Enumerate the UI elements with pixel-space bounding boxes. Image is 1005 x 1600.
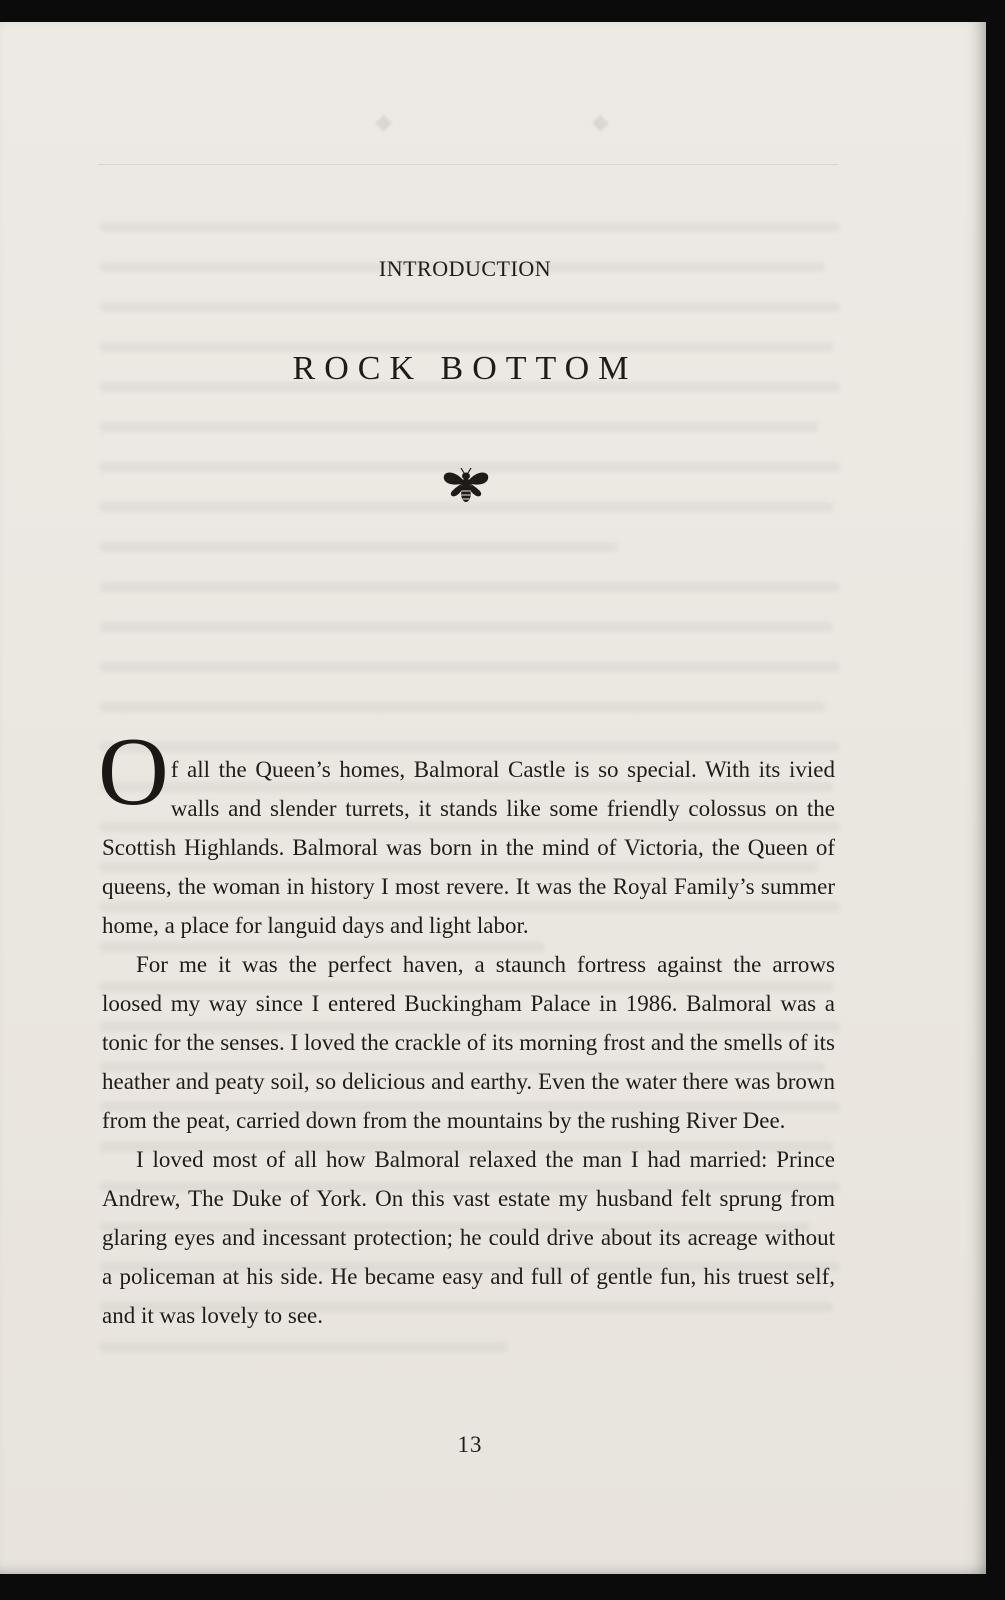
page-number: 13 xyxy=(457,1432,483,1457)
book-page xyxy=(0,22,986,1574)
show-through-header: ◆ ◆ xyxy=(375,110,611,135)
show-through-rule xyxy=(98,164,838,165)
paragraph-3: I loved most of all how Balmoral relaxed the man I had married: Prince Andrew, The Duke of York. On this vast estate my husband felt sprung from glaring eyes and incessant protection; he could drive about its acreage without a policeman at his side. He became easy and full of gentle fun, his truest self, and it was lovely to see. xyxy=(102,1147,835,1328)
paragraph-1 xyxy=(98,718,835,945)
paragraph-1-text: f all the Queen’s homes, Balmoral Castle is so special. With its ivied walls and slender turrets, it stands like some friendly colossus on the Scottish Highlands. Balmoral was born in the mind of Victoria, the Queen of queens, the woman in history I most revere. It was the Royal Family’s summer home, a place for languid days and light labor. xyxy=(102,757,835,938)
paragraph-2: For me it was the perfect haven, a staunch fortress against the arrows loosed my way since I entered Buckingham Palace in 1986. Balmoral was a tonic for the senses. I loved the crackle of its morning frost and the smells of its heather and peaty soil, so delicious and earthy. Even the water there was brown from the peat, carried down from the mountains by the rushing River Dee. xyxy=(102,952,835,1133)
chapter-label: INTRODUCTION xyxy=(378,256,552,281)
bee-icon xyxy=(440,467,492,505)
chapter-body xyxy=(98,718,835,1335)
drop-cap: O xyxy=(98,718,169,826)
chapter-title: ROCK BOTTOM xyxy=(292,350,638,387)
